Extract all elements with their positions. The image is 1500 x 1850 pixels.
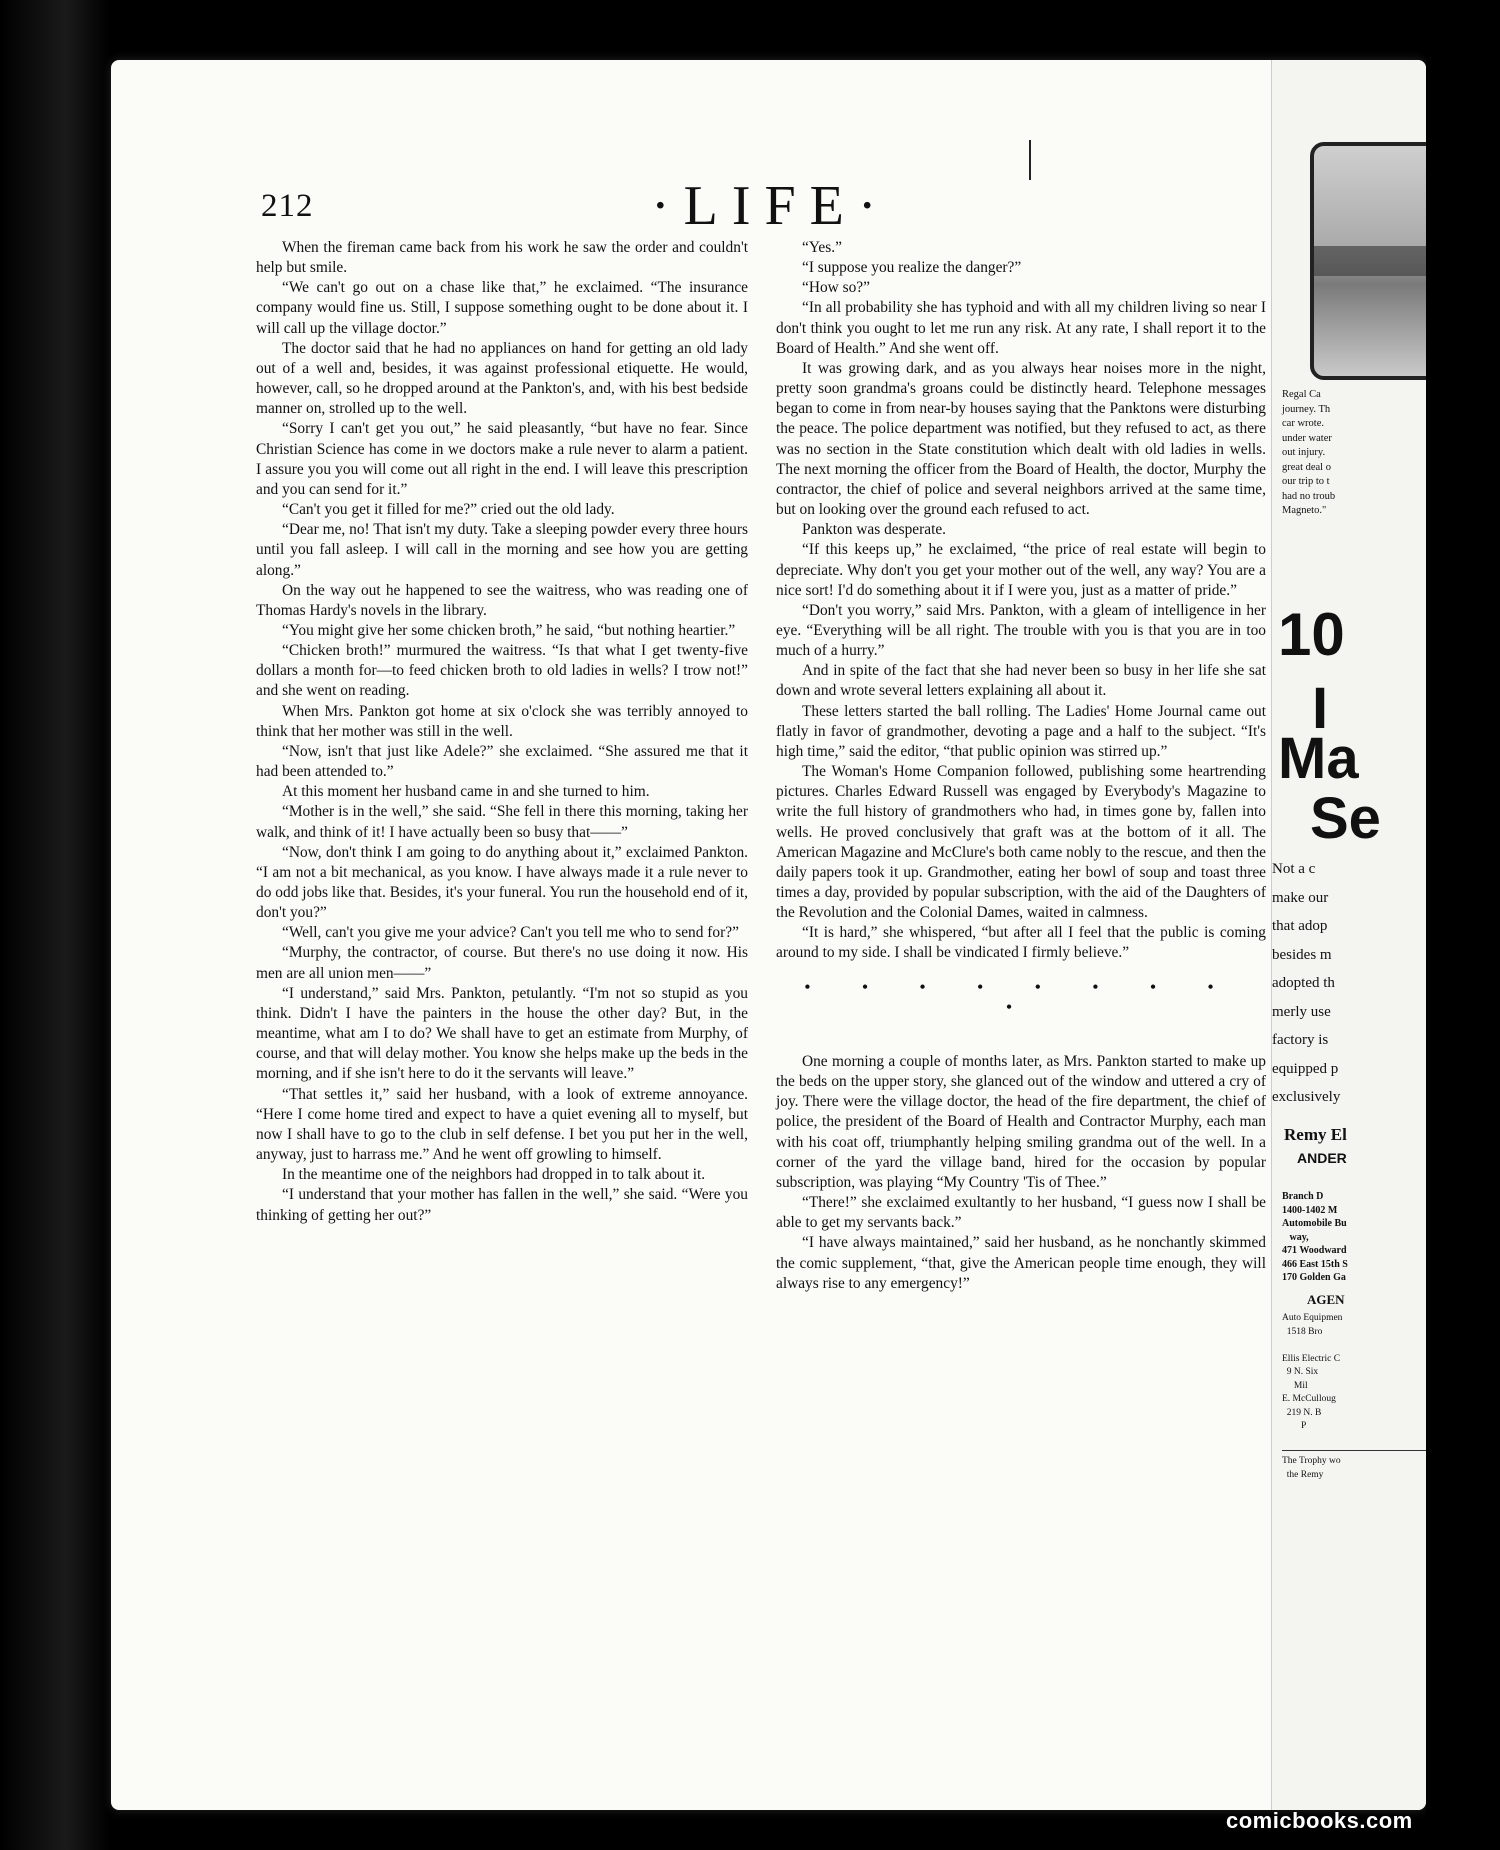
paragraph: “I understand that your mother has fallen in the well,” she said. “Were you thinking of getting her out?” xyxy=(256,1186,748,1224)
paragraph: “I suppose you realize the danger?” xyxy=(802,259,1022,277)
paragraph: “Sorry I can't get you out,” he said pleasantly, “but have no fear. Since Christian Science has come in we doctors make a rule never to alarm a patient. I assure you you will come out all right in the end. I will leave this prescription and you can send for it.” xyxy=(256,420,748,498)
left-text-column xyxy=(256,238,748,1226)
ad-agents-list: Auto Equipmen 1518 Bro Ellis Electric C 9 N. Six Mil E. McCulloug 219 N. B P xyxy=(1282,1313,1343,1431)
paragraph: “Can't you get it filled for me?” cried out the old lady. xyxy=(282,501,615,519)
paragraph: “Murphy, the contractor, of course. But there's no use doing it now. His men are all union men——” xyxy=(256,944,748,982)
paragraph: “It is hard,” she whispered, “but after all I feel that the public is coming around to my side. I shall be vindicated I firmly believe.” xyxy=(776,924,1266,962)
paragraph: “Chicken broth!” murmured the waitress. “Is that what I get twenty-five dollars a month for—to feed chicken broth to old ladies in wells? I trow not!” and she went on reading. xyxy=(256,642,748,700)
page-number: 212 xyxy=(261,188,314,224)
scan-border-right xyxy=(1426,0,1500,1850)
paragraph: “If this keeps up,” he exclaimed, “the price of real estate will begin to depreciate. Why don't you get your mother out of the well, any way? You are a nice sort! I'd do something about it if I were you, just as a matter of pride.” xyxy=(776,541,1266,599)
ad-headline-line: 10 xyxy=(1278,601,1345,668)
paragraph: “Now, isn't that just like Adele?” she exclaimed. “She assured me that it had been attended to.” xyxy=(256,742,748,781)
paragraph: In the meantime one of the neighbors had dropped in to talk about it. xyxy=(282,1166,706,1184)
paragraph: “There!” she exclaimed exultantly to her husband, “I guess now I shall be able to get my servants back.” xyxy=(776,1194,1266,1232)
paragraph: It was growing dark, and as you always hear noises more in the night, pretty soon grandma's groans could be distinctly heard. Telephone messages began to come in from near-by houses saying that the Panktons were disturbing the peace. The police department was notified, but they refused to act, as there was no section in the State constitution which dealt with old ladies in wells. The next morning the officer from the Board of Health, the doctor, Murphy the contractor, the chief of police and several neighbors arrived at the same time, but on looking over the ground each refused to act. xyxy=(776,359,1266,519)
paragraph: One morning a couple of months later, as Mrs. Pankton started to make up the beds on the upper story, she glanced out of the window and uttered a cry of joy. There were the village doctor, the head of the fire department, the chief of police, the president of the Board of Health and Contractor Murphy, each man with his coat off, triumphantly helping smiling grandma out of the well. In a corner of the yard the village band, hired for the occasion by popular subscription, was playing “My Country 'Tis of Thee.” xyxy=(776,1052,1266,1191)
paragraph: When Mrs. Pankton got home at six o'clock she was terribly annoyed to think that her mother was still in the well. xyxy=(256,702,748,740)
magazine-page xyxy=(111,60,1426,1810)
paragraph: “We can't go out on a chase like that,” he exclaimed. “The insurance company would fine us. Still, I suppose something ought to be done about it. I will call up the village doctor.” xyxy=(256,279,748,337)
ad-headline-line: I xyxy=(1312,676,1329,741)
scan-border-left xyxy=(0,0,110,1850)
right-text-column xyxy=(776,238,1266,1294)
ad-branch-list: Branch D 1400-1402 M Automobile Bu way, 471 Woodward 466 East 15th S 170 Golden Ga xyxy=(1282,1191,1348,1283)
ad-brand-city: ANDER xyxy=(1297,1150,1347,1166)
watermark-text: comicbooks.com xyxy=(1226,1808,1413,1833)
paragraph: “Don't you worry,” said Mrs. Pankton, with a gleam of intelligence in her eye. “Everything will be all right. The trouble with you is that you are in too much of a hurry.” xyxy=(776,601,1266,660)
paragraph: At this moment her husband came in and she turned to him. xyxy=(282,783,650,801)
ad-photo xyxy=(1310,142,1426,380)
adjacent-page-advertisement xyxy=(1271,60,1426,1810)
paragraph: On the way out he happened to see the waitress, who was reading one of Thomas Hardy's novels in the library. xyxy=(256,581,748,619)
masthead-title: ·LIFE· xyxy=(651,175,891,237)
paragraph: “I understand,” said Mrs. Pankton, petulantly. “I'm not so stupid as you think. Didn't I have the painters in the house the other day? But, in the meantime, what am I to do? We shall have to get an estimate from Murphy, of course, and that will delay mother. You know she helps make up the beds in the morning, and if she isn't here to do it the servants will leave.” xyxy=(256,984,748,1083)
ad-brand: Remy El xyxy=(1284,1125,1347,1144)
paragraph: And in spite of the fact that she had never been so busy in her life she sat down and wrote several letters explaining all about it. xyxy=(776,662,1266,700)
paragraph: Pankton was desperate. xyxy=(802,521,947,539)
ad-headline-line: Ma xyxy=(1278,726,1359,791)
printer-mark xyxy=(1029,140,1031,180)
paragraph: When the fireman came back from his work he saw the order and couldn't help but smile. xyxy=(256,239,748,277)
paragraph: “You might give her some chicken broth,” he said, “but nothing heartier.” xyxy=(282,621,736,639)
section-separator: • • • • • • • • • xyxy=(804,978,1238,1016)
paragraph: “That settles it,” said her husband, with a look of extreme annoyance. “Here I come home tired and expect to have a quiet evening all to myself, but now I shall have to go to the club in self defense. I bet you put her in the well, anyway, just to harrass me.” And he went off growling to himself. xyxy=(256,1085,748,1164)
paragraph: “Now, don't think I am going to do anything about it,” exclaimed Pankton. “I am not a bit mechanical, as you know. I have always made it a rule never to do odd jobs like that. Besides, it's your funeral. You run the household end of it, don't you?” xyxy=(256,843,748,922)
ad-agents-title: AGEN xyxy=(1307,1292,1345,1307)
paragraph: “I have always maintained,” said her husband, as he nonchantly skimmed the comic supplement, “that, give the American people time enough, they will always rise to any emergency!” xyxy=(776,1234,1266,1292)
paragraph: “Dear me, no! That isn't my duty. Take a sleeping powder every three hours until you fall asleep. I will call in the morning and see how you are getting along.” xyxy=(256,521,748,579)
paragraph: “Well, can't you give me your advice? Can't you tell me who to send for?” xyxy=(282,924,739,942)
ad-body-text: Not a c make our that adop besides m adopted th merly use factory is equipped p exclusively xyxy=(1272,861,1341,1105)
ad-caption: Regal Ca journey. Th car wrote. under water out injury. great deal o our trip to t had no troub Magneto." xyxy=(1282,389,1336,516)
ad-headline-line: Se xyxy=(1310,786,1381,851)
paragraph: “Mother is in the well,” she said. “She fell in there this morning, taking her walk, and think of it! I have actually been so busy that——” xyxy=(256,803,748,841)
paragraph: The Woman's Home Companion followed, publishing some heartrending pictures. Charles Edward Russell was engaged by Everybody's Magazine to write the full history of grandmothers who had, in times gone by, fallen into wells. He proved conclusively that graft was at the bottom of it all. The American Magazine and McClure's both came nobly to the rescue, and then the daily papers took it up. Grandmother, eating her bowl of soup and toast three times a day, provided by popular subscription, with the aid of the Daughters of the Revolution and the Colonial Dames, waited in calmness. xyxy=(776,763,1266,922)
paragraph: “In all probability she has typhoid and with all my children living so near I don't think you ought to let me run any risk. At any rate, I shall report it to the Board of Health.” And she went off. xyxy=(776,299,1266,357)
paragraph: “How so?” xyxy=(802,279,870,297)
paragraph: “Yes.” xyxy=(802,239,842,256)
paragraph: These letters started the ball rolling. The Ladies' Home Journal came out flatly in favor of grandmother, devoting a page and a half to the subject. “It's high time,” said the editor, “that public opinion was stirred up.” xyxy=(776,702,1266,760)
ad-trophy-text: The Trophy wo the Remy xyxy=(1282,1450,1426,1482)
paragraph: The doctor said that he had no appliances on hand for getting an old lady out of a well and, besides, it was against professional etiquette. He would, however, call, so he dropped around at the Pankton's, and, with his best bedside manner on, strolled up to the well. xyxy=(256,339,748,418)
